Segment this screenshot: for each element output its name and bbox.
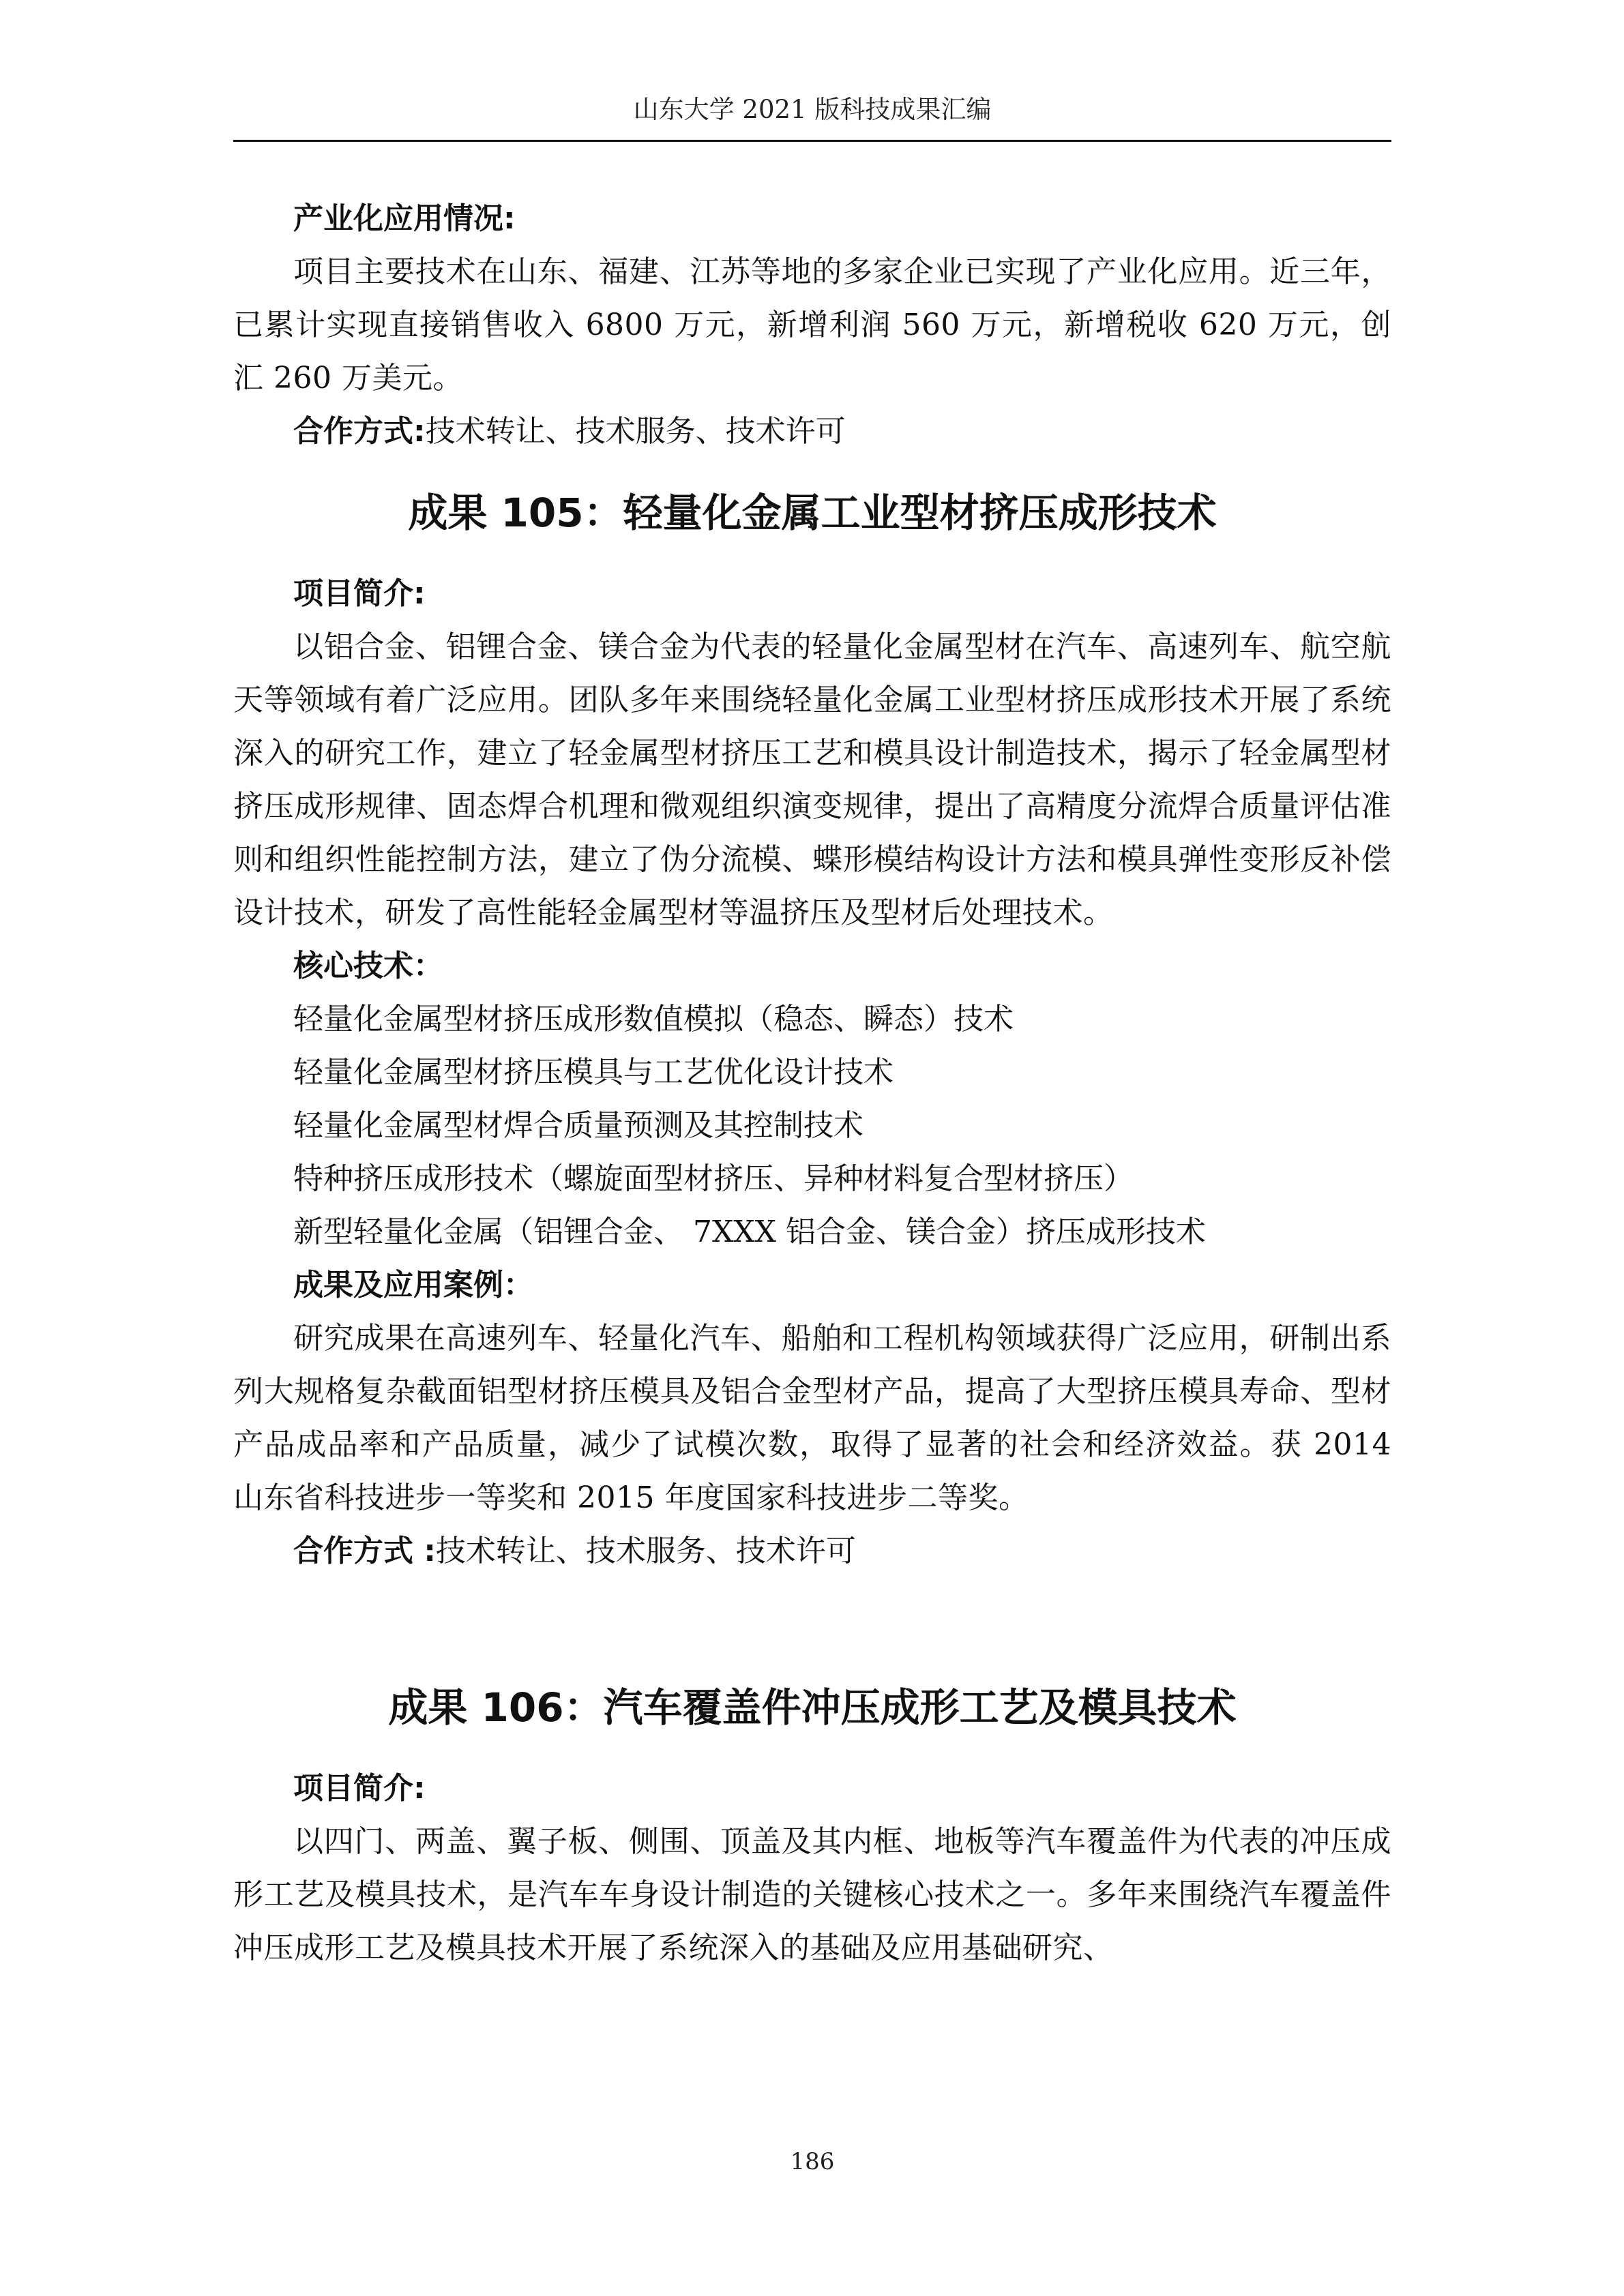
section-105-title: 成果 105：轻量化金属工业型材挤压成形技术 bbox=[408, 490, 1217, 536]
s105-core-item: 特种挤压成形技术（螺旋面型材挤压、异种材料复合型材挤压） bbox=[293, 1161, 1134, 1196]
s105-intro-paragraph: 以铝合金、铝锂合金、镁合金为代表的轻量化金属型材在汽车、高速列车、航空航天等领域有着广泛应用。团队多年来围绕轻量化金属工业型材挤压成形技术开展了系统深入的研究工作，建立了轻金属型材挤压工艺和模具设计制造技术，揭示了轻金属型材挤压成形规律、固态焊合机理和微观组织演变规律，提出了高精度分流焊合质量评估准则和组织性能控制方法，建立了伪分流模、蝶形模结构设计方法和模具弹性变形反补偿设计技术，研发了高性能轻金属型材等温挤压及型材后处理技术。 bbox=[233, 629, 1391, 930]
prev-coop-text: 技术转让、技术服务、技术许可 bbox=[425, 414, 846, 449]
running-header: 山东大学 2021 版科技成果汇编 bbox=[633, 95, 992, 124]
header-rule bbox=[233, 140, 1391, 142]
industry-heading: 产业化应用情况: bbox=[293, 201, 516, 236]
s106-intro-heading: 项目简介: bbox=[293, 1771, 426, 1806]
s105-core-heading: 核心技术： bbox=[293, 949, 443, 983]
s105-core-item: 轻量化金属型材挤压模具与工艺优化设计技术 bbox=[293, 1055, 894, 1090]
prev-coop-label: 合作方式: bbox=[293, 414, 426, 449]
s105-core-item: 新型轻量化金属（铝锂合金、 7XXX 铝合金、镁合金）挤压成形技术 bbox=[293, 1214, 1206, 1249]
industry-paragraph: 项目主要技术在山东、福建、江苏等地的多家企业已实现了产业化应用。近三年，已累计实现直接销售收入 6800 万元，新增利润 560 万元，新增税收 620 万元，创汇 260 万美元。 bbox=[233, 254, 1391, 396]
s105-coop-line bbox=[233, 1525, 1391, 1578]
page-number: 186 bbox=[790, 2148, 835, 2175]
page-content bbox=[233, 192, 1391, 1975]
s106-intro-paragraph: 以四门、两盖、翼子板、侧围、顶盖及其内框、地板等汽车覆盖件为代表的冲压成形工艺及模具技术，是汽车车身设计制造的关键核心技术之一。多年来围绕汽车覆盖件冲压成形工艺及模具技术开展了系统深入的基础及应用基础研究、 bbox=[233, 1824, 1391, 1965]
s105-core-item: 轻量化金属型材挤压成形数值模拟（稳态、瞬态）技术 bbox=[293, 1002, 1014, 1037]
s105-cases-paragraph: 研究成果在高速列车、轻量化汽车、船舶和工程机构领域获得广泛应用，研制出系列大规格复杂截面铝型材挤压模具及铝合金型材产品，提高了大型挤压模具寿命、型材产品成品率和产品质量，减少了试模次数，取得了显著的社会和经济效益。获 2014 山东省科技进步一等奖和 2015 年度国家科技进步二等奖。 bbox=[233, 1321, 1391, 1515]
s105-core-item: 轻量化金属型材焊合质量预测及其控制技术 bbox=[293, 1108, 863, 1143]
s105-intro-heading: 项目简介: bbox=[293, 576, 426, 611]
s105-coop-text: 技术转让、技术服务、技术许可 bbox=[435, 1534, 856, 1568]
s105-cases-heading: 成果及应用案例： bbox=[293, 1268, 533, 1302]
section-106-title: 成果 106：汽车覆盖件冲压成形工艺及模具技术 bbox=[388, 1684, 1237, 1731]
s105-coop-label: 合作方式 : bbox=[293, 1534, 436, 1568]
prev-coop-line bbox=[233, 405, 1391, 458]
